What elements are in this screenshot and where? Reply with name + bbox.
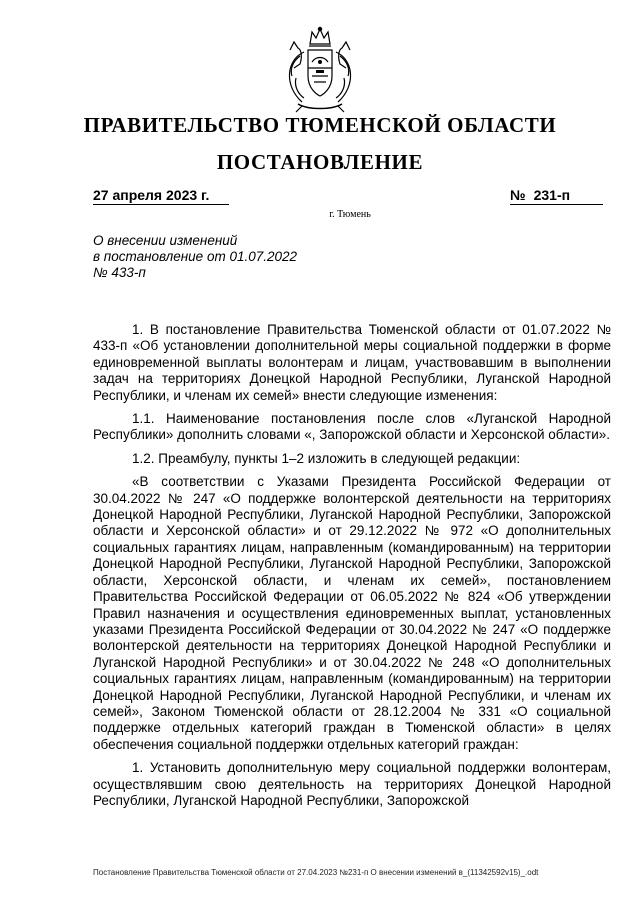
document-subject [93,233,353,281]
subject-line: № 433-п [93,265,146,280]
document-type: ПОСТАНОВЛЕНИЕ [216,150,424,174]
document-number: 231-п [533,187,571,203]
body-paragraph: «В соответствии с Указами Президента Российской Федерации от 30.04.2022 № 247 «О поддержке волонтерской деятельности на территориях Донецкой Народной Республики, Луганской Народной Республики, Запорожской области и Херсонской области» и от 29.12.2022 № 972 «О дополнительных социальных гарантиях лицам, направленным (командированным) на территории Донецкой Народной Республики, Луганской Народной Республики, Запорожской области, Херсонской области, и членам их семей», постановлением Правительства Российской Федерации от 06.05.2022 № 824 «Об утверждении Правил назначения и осуществления единовременных выплат, установленных указами Президента Российской Федерации от 30.04.2022 № 247 «О поддержке волонтерской деятельности на территориях Донецкой Народной Республики и Луганской Народной Республики» и от 30.04.2022 № 248 «О дополнительных социальных гарантиях лицам, направленным (командированным) на территории Донецкой Народной Республики, Луганской Народной Республики, и членам их семей», Законом Тюменской области от 28.12.2004 № 331 «О социальной поддержке отдельных категорий граждан в Тюменской области» в целях обеспечения социальной поддержки отдельных категорий граждан: [93,474,611,752]
subject-line: в постановление от 01.07.2022 [93,249,298,264]
number-sign: № [510,187,526,203]
body-paragraph: 1.1. Наименование постановления после слов «Луганской Народной Республики» дополнить словами «, Запорожской области и Херсонской области». [93,411,611,443]
organization-title: ПРАВИТЕЛЬСТВО ТЮМЕНСКОЙ ОБЛАСТИ [83,113,557,137]
body-paragraph: 1. Установить дополнительную меру социальной поддержки волонтерам, осуществлявшим свою деятельность на территориях Донецкой Народной Республики, Луганской Народной Республики, Запорожской [93,760,611,808]
document-date: 27 апреля 2023 г. [93,187,229,205]
document-number-line [510,187,603,205]
body-paragraph: 1.2. Преамбулу, пункты 1–2 изложить в следующей редакции: [132,450,521,466]
body-paragraph: 1. В постановление Правительства Тюменской области от 01.07.2022 № 433-п «Об установлении дополнительной меры социальной поддержки в форме единовременной выплаты волонтерам и лицам, участвовавшим в выполнении задач на территориях Донецкой Народной Республики, Луганской Народной Республики, и членам их семей» внести следующие изменения: [93,322,611,403]
coat-of-arms-emblem [272,26,368,114]
city-label: г. Тюмень [329,209,371,220]
page-footer: Постановление Правительства Тюменской области от 27.04.2023 №231-п О внесении изменений в_(11342592v15)_.odt [93,868,539,877]
document-body [93,322,611,816]
subject-line: О внесении изменений [93,233,238,248]
